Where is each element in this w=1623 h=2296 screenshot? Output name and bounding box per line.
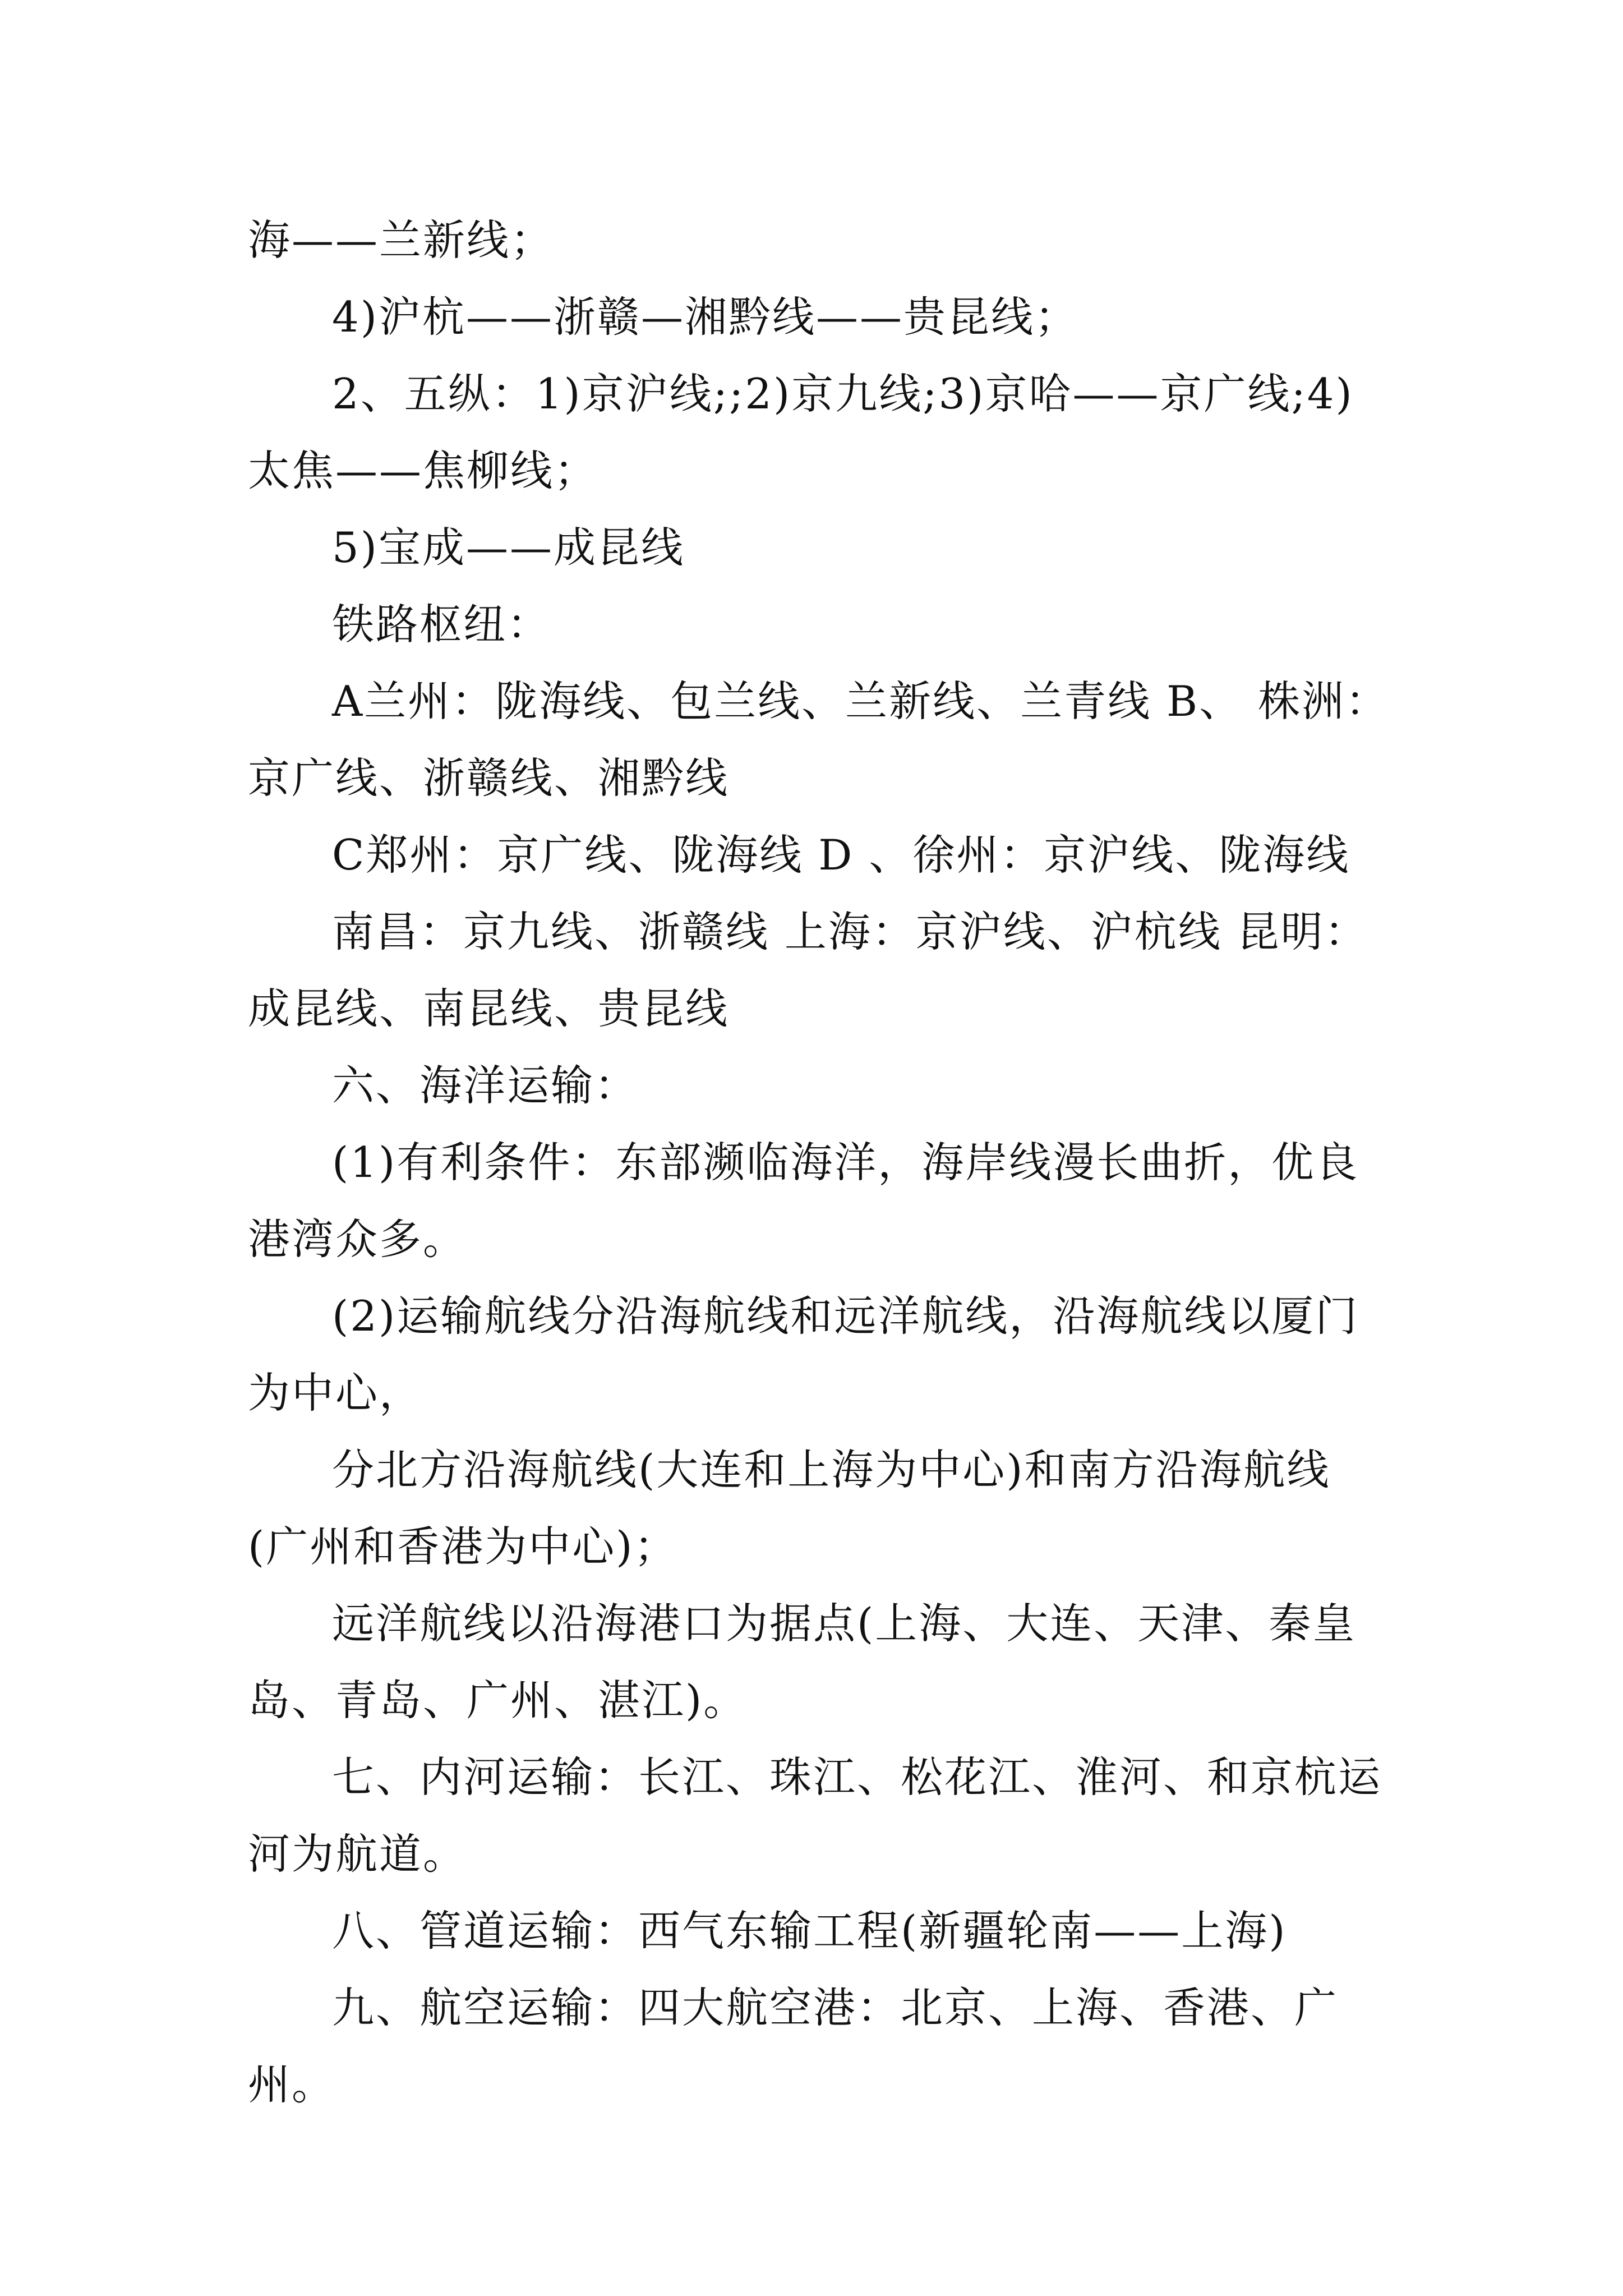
paragraph-coastal-routes: 分北方沿海航线(大连和上海为中心)和南方沿海航线(广州和香港为中心)；: [248, 1445, 1331, 1571]
paragraph-ocean-going-routes: 远洋航线以沿海港口为据点(上海、大连、天津、秦皇岛、青岛、广州、湛江)。: [248, 1599, 1357, 1725]
paragraph-hu-hang-line: 4)沪杭——浙赣—湘黔线——贵昆线；: [332, 292, 1078, 342]
document-body: [248, 202, 1392, 2123]
paragraph-hub-lanzhou-zhuzhou: A兰州：陇海线、包兰线、兰新线、兰青线 B、 株洲：京广线、浙赣线、湘黔线: [248, 677, 1389, 803]
paragraph-hub-nanchang-shanghai-kunming: 南昌：京九线、浙赣线 上海：京沪线、沪杭线 昆明：成昆线、南昆线、贵昆线: [248, 907, 1368, 1033]
paragraph-ocean-routes: (2)运输航线分沿海航线和远洋航线，沿海航线以厦门为中心，: [248, 1291, 1359, 1418]
paragraph-inland-river-transport: 七、内河运输：长江、珠江、松花江、淮河、和京杭运河为航道。: [248, 1752, 1382, 1879]
paragraph-ocean-favorable-conditions: (1)有利条件：东部濒临海洋，海岸线漫长曲折，优良港湾众多。: [248, 1138, 1359, 1264]
paragraph-railway-hubs-heading: 铁路枢纽：: [332, 600, 551, 649]
paragraph-pipeline-transport: 八、管道运输：西气东输工程(新疆轮南——上海): [332, 1906, 1287, 1955]
paragraph-ocean-transport-heading: 六、海洋运输：: [332, 1061, 639, 1110]
paragraph-bao-cheng-line: 5)宝成——成昆线: [332, 523, 685, 572]
paragraph-hub-zhengzhou-xuzhou: C郑州：京广线、陇海线 D 、徐州：京沪线、陇海线: [332, 830, 1350, 880]
paragraph-five-vertical: 2、五纵：1)京沪线;;2)京九线;3)京哈——京广线;4)太焦——焦柳线；: [248, 369, 1354, 495]
paragraph-continuation: 海——兰新线；: [248, 215, 555, 265]
paragraph-air-transport: 九、航空运输：四大航空港：北京、上海、香港、广州。: [248, 1983, 1339, 2109]
